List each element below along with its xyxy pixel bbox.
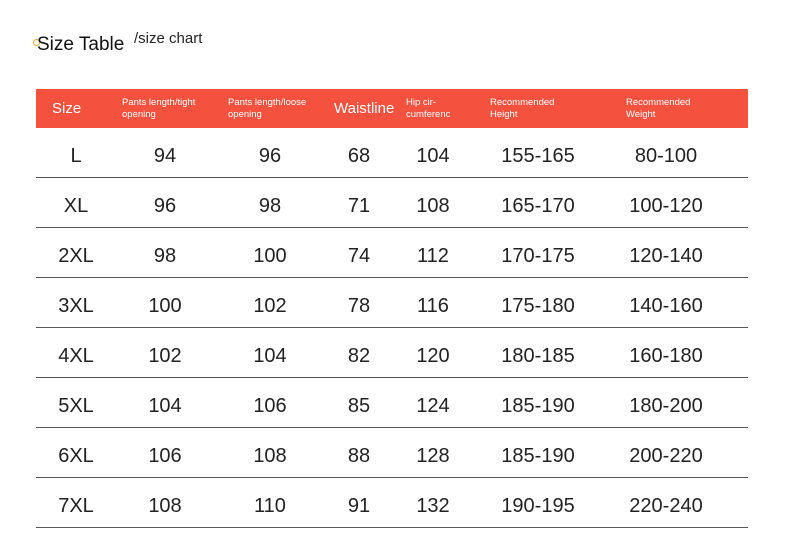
cell-height: 185-190 (501, 445, 575, 467)
cell-hip: 128 (416, 445, 450, 467)
cell-pants_tight: 106 (148, 445, 182, 467)
cell-size: XL (63, 195, 89, 217)
header-label-line: Pants length/loose (228, 96, 307, 108)
cell-pants_tight: 102 (148, 345, 182, 367)
cell-weight: 120-140 (629, 245, 703, 267)
header-label-line: Size (52, 100, 82, 117)
table-row (36, 378, 748, 428)
size-table-header (36, 89, 748, 128)
page-subtitle: /size chart (134, 30, 203, 47)
header-label-line: opening (228, 108, 262, 120)
cell-height: 185-190 (501, 395, 575, 417)
cell-hip: 124 (416, 395, 450, 417)
cell-weight: 80-100 (634, 145, 698, 167)
cell-size: 3XL (58, 295, 94, 317)
header-label-line: Hip cir- (406, 96, 437, 108)
cell-waistline: 78 (347, 295, 371, 317)
header-label-line: Height (490, 108, 518, 120)
cell-hip: 116 (417, 295, 449, 317)
cell-pants_loose: 102 (253, 295, 287, 317)
cell-weight: 220-240 (629, 495, 703, 517)
header-waistline (334, 89, 394, 128)
cell-size: 5XL (58, 395, 94, 417)
header-label-line: Recommended (490, 96, 555, 108)
cell-height: 180-185 (501, 345, 575, 367)
header-label-line: Waistline (334, 100, 395, 117)
cell-hip: 104 (416, 145, 450, 167)
cell-pants_loose: 104 (253, 345, 287, 367)
header-pants_loose (228, 89, 306, 128)
cell-waistline: 88 (347, 445, 371, 467)
header-size (52, 89, 81, 128)
table-row (36, 178, 748, 228)
cell-waistline: 85 (347, 395, 371, 417)
cell-size: 7XL (58, 495, 94, 517)
cell-pants_loose: 110 (254, 495, 286, 517)
cell-height: 165-170 (501, 195, 575, 217)
cell-pants_tight: 98 (153, 245, 177, 267)
table-row (36, 128, 748, 178)
cell-hip: 108 (416, 195, 450, 217)
cell-size: 6XL (58, 445, 94, 467)
size-table-body (36, 128, 748, 528)
cell-weight: 180-200 (629, 395, 703, 417)
cell-size: 2XL (58, 245, 94, 267)
header-label-line: opening (122, 108, 156, 120)
cell-height: 155-165 (501, 145, 575, 167)
cell-pants_loose: 108 (253, 445, 287, 467)
cell-weight: 200-220 (629, 445, 703, 467)
header-label-line: cumferenc (406, 108, 451, 120)
header-weight (626, 89, 690, 128)
cell-height: 170-175 (501, 245, 575, 267)
cell-weight: 140-160 (629, 295, 703, 317)
table-row (36, 428, 748, 478)
table-row (36, 478, 748, 528)
cell-pants_loose: 98 (258, 195, 282, 217)
header-height (490, 89, 554, 128)
cell-pants_loose: 100 (253, 245, 287, 267)
cell-pants_loose: 96 (258, 145, 282, 167)
cell-hip: 132 (416, 495, 450, 517)
cell-height: 190-195 (501, 495, 575, 517)
cell-size: 4XL (58, 345, 94, 367)
cell-pants_tight: 96 (153, 195, 177, 217)
cell-pants_tight: 104 (148, 395, 182, 417)
cell-pants_loose: 106 (253, 395, 287, 417)
cell-waistline: 74 (347, 245, 371, 267)
page-title: Size Table (37, 34, 125, 55)
cell-pants_tight: 100 (148, 295, 182, 317)
cell-waistline: 71 (347, 195, 371, 217)
header-pants_tight (122, 89, 195, 128)
table-row (36, 228, 748, 278)
cell-waistline: 68 (347, 145, 371, 167)
cell-hip: 112 (417, 245, 449, 267)
header-label-line: Weight (626, 108, 656, 120)
cell-height: 175-180 (501, 295, 575, 317)
table-row (36, 278, 748, 328)
table-row (36, 328, 748, 378)
header-label-line: Pants length/tight (122, 96, 196, 108)
cell-weight: 100-120 (629, 195, 703, 217)
cell-pants_tight: 94 (153, 145, 177, 167)
cell-pants_tight: 108 (148, 495, 182, 517)
cell-waistline: 91 (347, 495, 371, 517)
cell-waistline: 82 (347, 345, 371, 367)
cell-size: L (70, 145, 82, 167)
header-label-line: Recommended (626, 96, 691, 108)
cell-weight: 160-180 (629, 345, 703, 367)
header-hip (406, 89, 450, 128)
cell-hip: 120 (416, 345, 450, 367)
